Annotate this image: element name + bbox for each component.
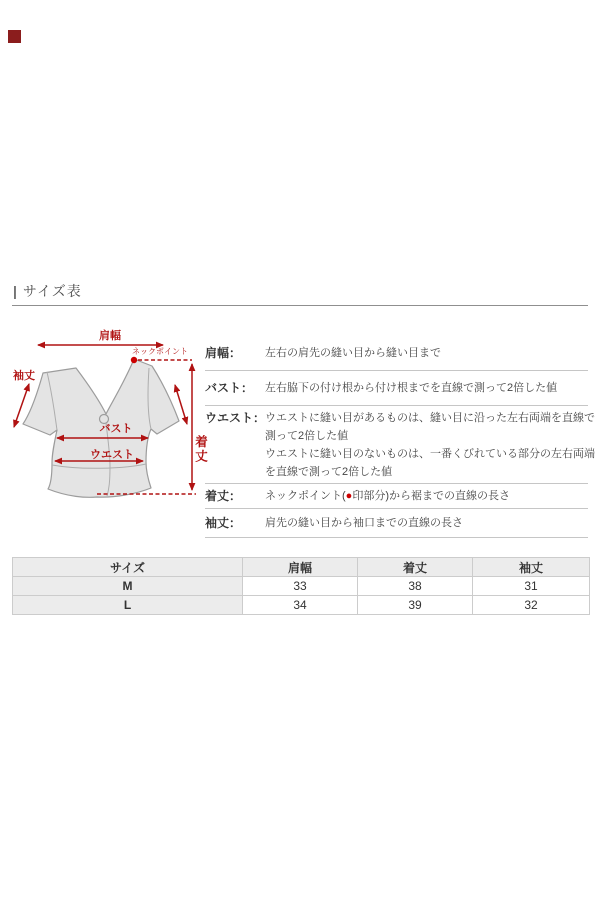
- measurement-definitions: [205, 334, 595, 538]
- size-table-header-row: [13, 558, 590, 577]
- size-m-shoulder: 33: [243, 577, 358, 596]
- column-header-size: サイズ: [13, 558, 243, 577]
- section-title: サイズ表: [22, 283, 82, 299]
- waist-label: ウエスト: [90, 449, 134, 461]
- definition-description: 左右の肩先の縫い目から縫い目まで: [265, 347, 441, 359]
- section-heading: [13, 281, 82, 301]
- neck-point-label: ネックポイント: [132, 347, 188, 356]
- size-l-length: 39: [358, 596, 473, 615]
- definition-row-length: [205, 484, 588, 509]
- red-dot-glyph: ●: [345, 490, 353, 502]
- definition-row-waist: [205, 406, 595, 484]
- heading-bar: |: [13, 283, 18, 299]
- size-l-shoulder: 34: [243, 596, 358, 615]
- column-header-length: 着丈: [358, 558, 473, 577]
- size-m-length: 38: [358, 577, 473, 596]
- definition-description: ネックポイント(●印部分)から裾までの直線の長さ: [265, 490, 510, 502]
- definition-term: 肩幅：: [205, 346, 242, 360]
- garment-diagram: [10, 328, 210, 520]
- size-l-label: L: [13, 596, 243, 615]
- definition-description: 肩先の縫い目から袖口までの直線の長さ: [265, 517, 463, 529]
- shoulder-width-label: 肩幅: [99, 330, 121, 342]
- definition-row-sleeve: [205, 509, 588, 538]
- column-header-shoulder: 肩幅: [243, 558, 358, 577]
- table-row: [13, 596, 590, 615]
- definition-term: バスト：: [205, 381, 254, 395]
- definition-term: 袖丈：: [205, 516, 242, 530]
- definition-row-shoulder: [205, 334, 588, 371]
- size-l-sleeve: 32: [473, 596, 590, 615]
- neck-point-dot: [131, 357, 137, 363]
- heading-divider: [12, 305, 588, 306]
- size-table: [12, 557, 590, 615]
- definition-description: 左右脇下の付け根から付け根までを直線で測って2倍した値: [265, 382, 558, 394]
- table-row: [13, 577, 590, 596]
- definition-term: 着丈：: [205, 489, 242, 503]
- garment-length-label: 着丈: [193, 435, 208, 464]
- size-m-sleeve: 31: [473, 577, 590, 596]
- red-square-marker: [8, 30, 21, 43]
- definition-term: ウエスト：: [205, 411, 266, 425]
- definition-description: ウエストに縫い目があるものは、縫い目に沿った左右両端を直線で 測って2倍した値 ウエストに縫い目のないものは、一番くびれている部分の左右両端 を直線で測って2倍した値: [265, 412, 595, 478]
- bust-label: バスト: [99, 423, 133, 435]
- definition-row-bust: [205, 371, 588, 406]
- size-m-label: M: [13, 577, 243, 596]
- sleeve-length-label: 袖丈: [13, 370, 35, 382]
- column-header-sleeve: 袖丈: [473, 558, 590, 577]
